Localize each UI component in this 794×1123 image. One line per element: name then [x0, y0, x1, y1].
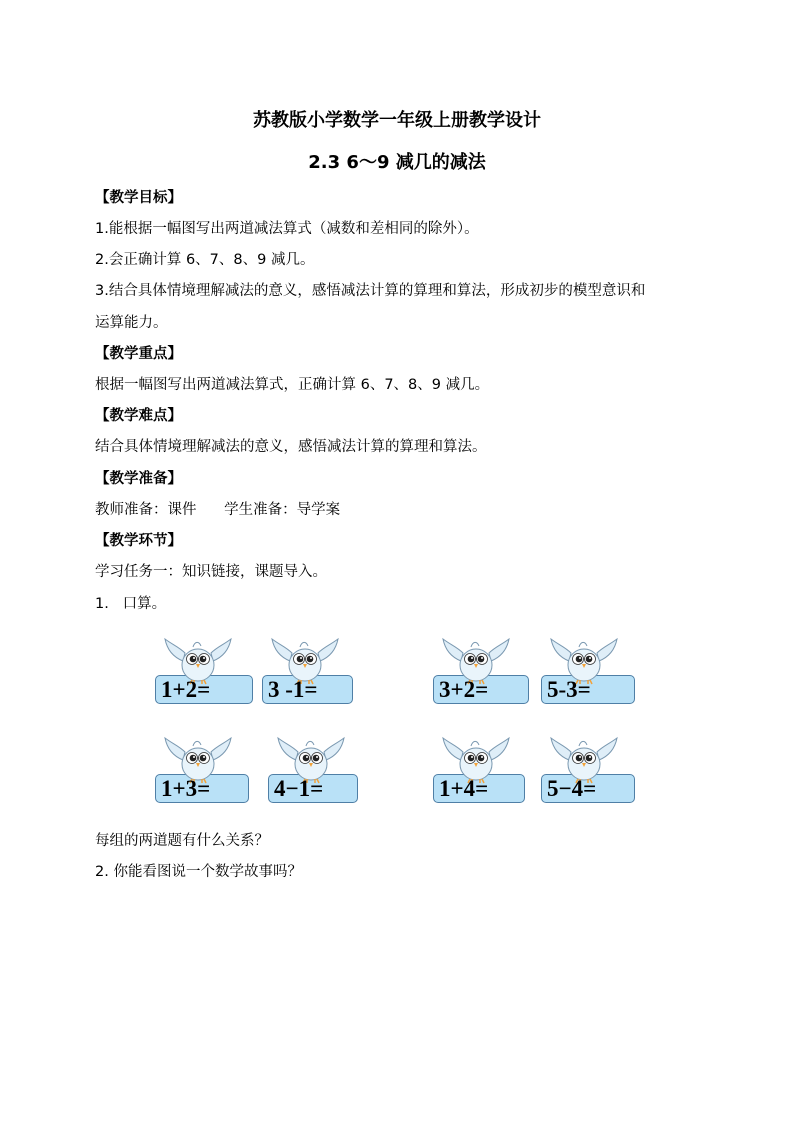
exercise-equation: 1+3=: [161, 776, 211, 801]
difficulty-text: 结合具体情境理解减法的意义，感悟减法计算的算理和算法。: [95, 439, 487, 455]
objectives-heading: 【教学目标】: [95, 190, 182, 206]
exercise-equation: 1+4=: [439, 776, 489, 801]
objective-1: 1.能根据一幅图写出两道减法算式（减数和差相同的除外）。: [95, 221, 479, 237]
exercise-equation: 5-3=: [547, 677, 591, 702]
difficulty-heading: 【教学难点】: [95, 408, 182, 424]
lesson-subtitle: 2.3 6～9 减几的减法: [308, 152, 486, 173]
relationship-question: 每组的两道题有什么关系？: [95, 833, 269, 849]
exercise-card: [541, 631, 641, 706]
exercise-equation: 1+2=: [161, 677, 211, 702]
exercise-card: [262, 631, 362, 706]
exercise-equation: 3 -1=: [268, 677, 318, 702]
exercise-card: [433, 631, 533, 706]
objective-3-continued: 运算能力。: [95, 315, 168, 331]
exercise-card: [433, 730, 533, 805]
exercise-card: [155, 730, 255, 805]
learning-task-1: 学习任务一：知识链接，课题导入。: [95, 564, 327, 580]
preparation-heading: 【教学准备】: [95, 471, 182, 487]
exercise-equation: 5−4=: [547, 776, 597, 801]
oral-calculation-item: 1. 口算。: [95, 596, 167, 612]
exercise-card: [155, 631, 255, 706]
objective-3: 3.结合具体情境理解减法的意义，感悟减法计算的算理和算法，形成初步的模型意识和: [95, 283, 646, 299]
exercise-equation: 4−1=: [274, 776, 324, 801]
math-story-item: 2. 你能看图说一个数学故事吗？: [95, 864, 302, 880]
preparation-text: 教师准备：课件 学生准备：导学案: [95, 502, 341, 518]
objective-2: 2.会正确计算 6、7、8、9 减几。: [95, 252, 315, 268]
exercise-equation: 3+2=: [439, 677, 489, 702]
exercise-card: [541, 730, 641, 805]
key-points-text: 根据一幅图写出两道减法算式，正确计算 6、7、8、9 减几。: [95, 377, 490, 393]
exercise-card: [268, 730, 368, 805]
key-points-heading: 【教学重点】: [95, 346, 182, 362]
process-heading: 【教学环节】: [95, 533, 182, 549]
document-title: 苏教版小学数学一年级上册教学设计: [253, 110, 541, 131]
